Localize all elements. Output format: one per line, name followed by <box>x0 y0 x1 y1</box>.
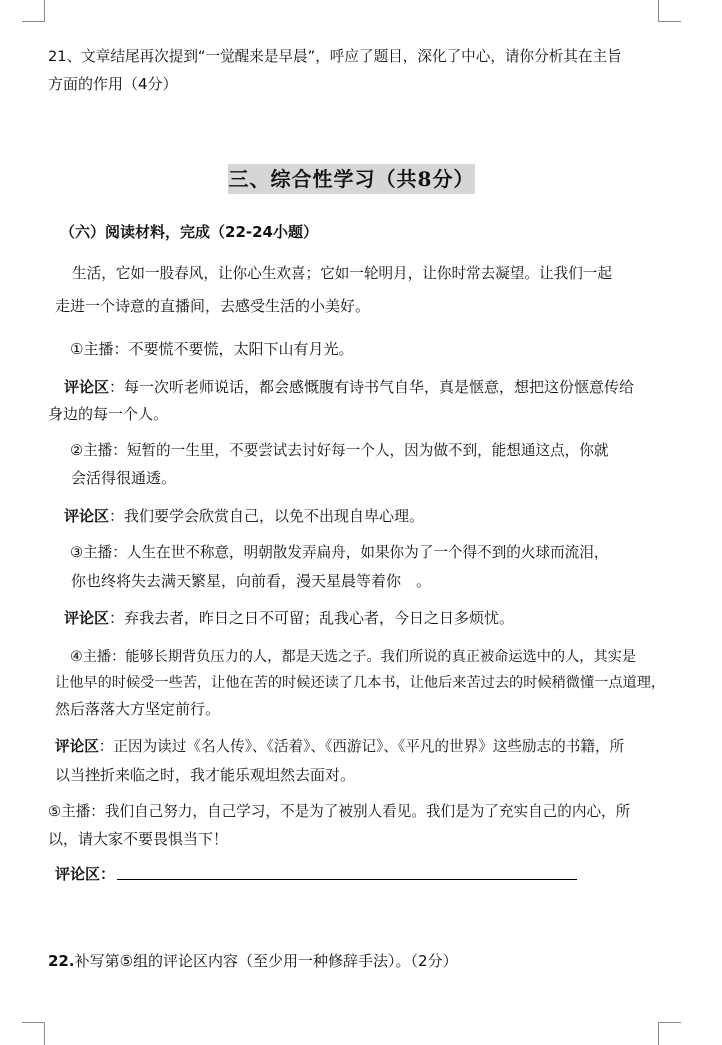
comment-1-line-1 <box>64 377 634 397</box>
host-5-line-2: 以，请大家不要畏惧当下！ <box>48 830 229 848</box>
crop-mark-bottom-left <box>22 1022 45 1045</box>
host-5-line-1: ⑤主播：我们自己努力，自己学习，不是为了被别人看见。我们是为了充实自己的内心，所 <box>48 803 631 820</box>
comment-4-label: 评论区 <box>55 738 99 755</box>
comment-2-label: 评论区 <box>64 507 110 525</box>
comment-2-text: ：我们要学会欣赏自己，以免不出现自卑心理。 <box>109 507 425 525</box>
question-21-line-2: 方面的作用（4分） <box>48 75 178 93</box>
comment-1-line-2: 身边的每一个人。 <box>48 405 169 423</box>
question-22-text: 补写第⑤组的评论区内容（至少用一种修辞手法）。（2分） <box>74 952 458 970</box>
part-6-heading: （六）阅读材料，完成（22-24小题） <box>60 223 318 241</box>
host-4-line-2: 让他早的时候受一些苦，让他在苦的时候还读了几本书，让他后来苦过去的时候稍微懂一点道理， <box>55 675 666 691</box>
comment-5-label: 评论区： <box>55 865 116 883</box>
comment-4-text: ：正因为读过《名人传》、《活着》、《西游记》、《平凡的世界》这些励志的书籍，所 <box>98 738 625 755</box>
host-3-line-2: 你也终将失去满天繁星，向前看，漫天星晨等着你 。 <box>71 572 432 590</box>
crop-mark-bottom-right <box>658 1022 681 1045</box>
host-1: ①主播：不要慌不要慌，太阳下山有月光。 <box>70 340 354 358</box>
question-22 <box>48 951 458 971</box>
host-4-line-3: 然后落落大方坚定前行。 <box>55 700 221 718</box>
answer-blank-line[interactable] <box>117 879 577 880</box>
question-22-number: 22. <box>48 952 75 970</box>
comment-1-label: 评论区 <box>64 378 110 396</box>
section-title: 三、综合性学习（共8分） <box>228 164 475 194</box>
host-2-line-1: ②主播：短暂的一生里，不要尝试去讨好每一个人，因为做不到，能想通这点，你就 <box>70 442 609 459</box>
question-21-line-1: 21、文章结尾再次提到“一觉醒来是早晨”，呼应了题目，深化了中心，请你分析其在主旨 <box>48 48 622 65</box>
comment-3-label: 评论区 <box>64 609 110 627</box>
comment-2 <box>64 506 424 526</box>
intro-line-1: 生活，它如一股春风，让你心生欢喜；它如一轮明月，让你时常去凝望。让我们一起 <box>72 265 612 282</box>
comment-1-text: ：每一次听老师说话，都会感慨腹有诗书气自华，真是惬意，想把这份惬意传给 <box>109 378 635 396</box>
crop-mark-top-right <box>658 0 681 22</box>
comment-4-line-2: 以当挫折来临之时，我才能乐观坦然去面对。 <box>55 766 356 784</box>
host-3-line-1: ③主播：人生在世不称意，明朝散发弄扁舟，如果你为了一个得不到的火球而流泪， <box>70 544 609 561</box>
host-4-line-1: ④主播：能够长期背负压力的人，都是天选之子。我们所说的真正被命运选中的人，其实是 <box>70 649 637 665</box>
comment-4-line-1 <box>55 737 624 757</box>
intro-line-2: 走进一个诗意的直播间，去感受生活的小美好。 <box>55 297 371 315</box>
host-2-line-2: 会活得很通透。 <box>71 469 177 487</box>
crop-mark-top-left <box>22 0 45 22</box>
comment-3 <box>64 608 514 628</box>
comment-3-text: ：弃我去者，昨日之日不可留；乱我心者，今日之日多烦忧。 <box>109 609 515 627</box>
